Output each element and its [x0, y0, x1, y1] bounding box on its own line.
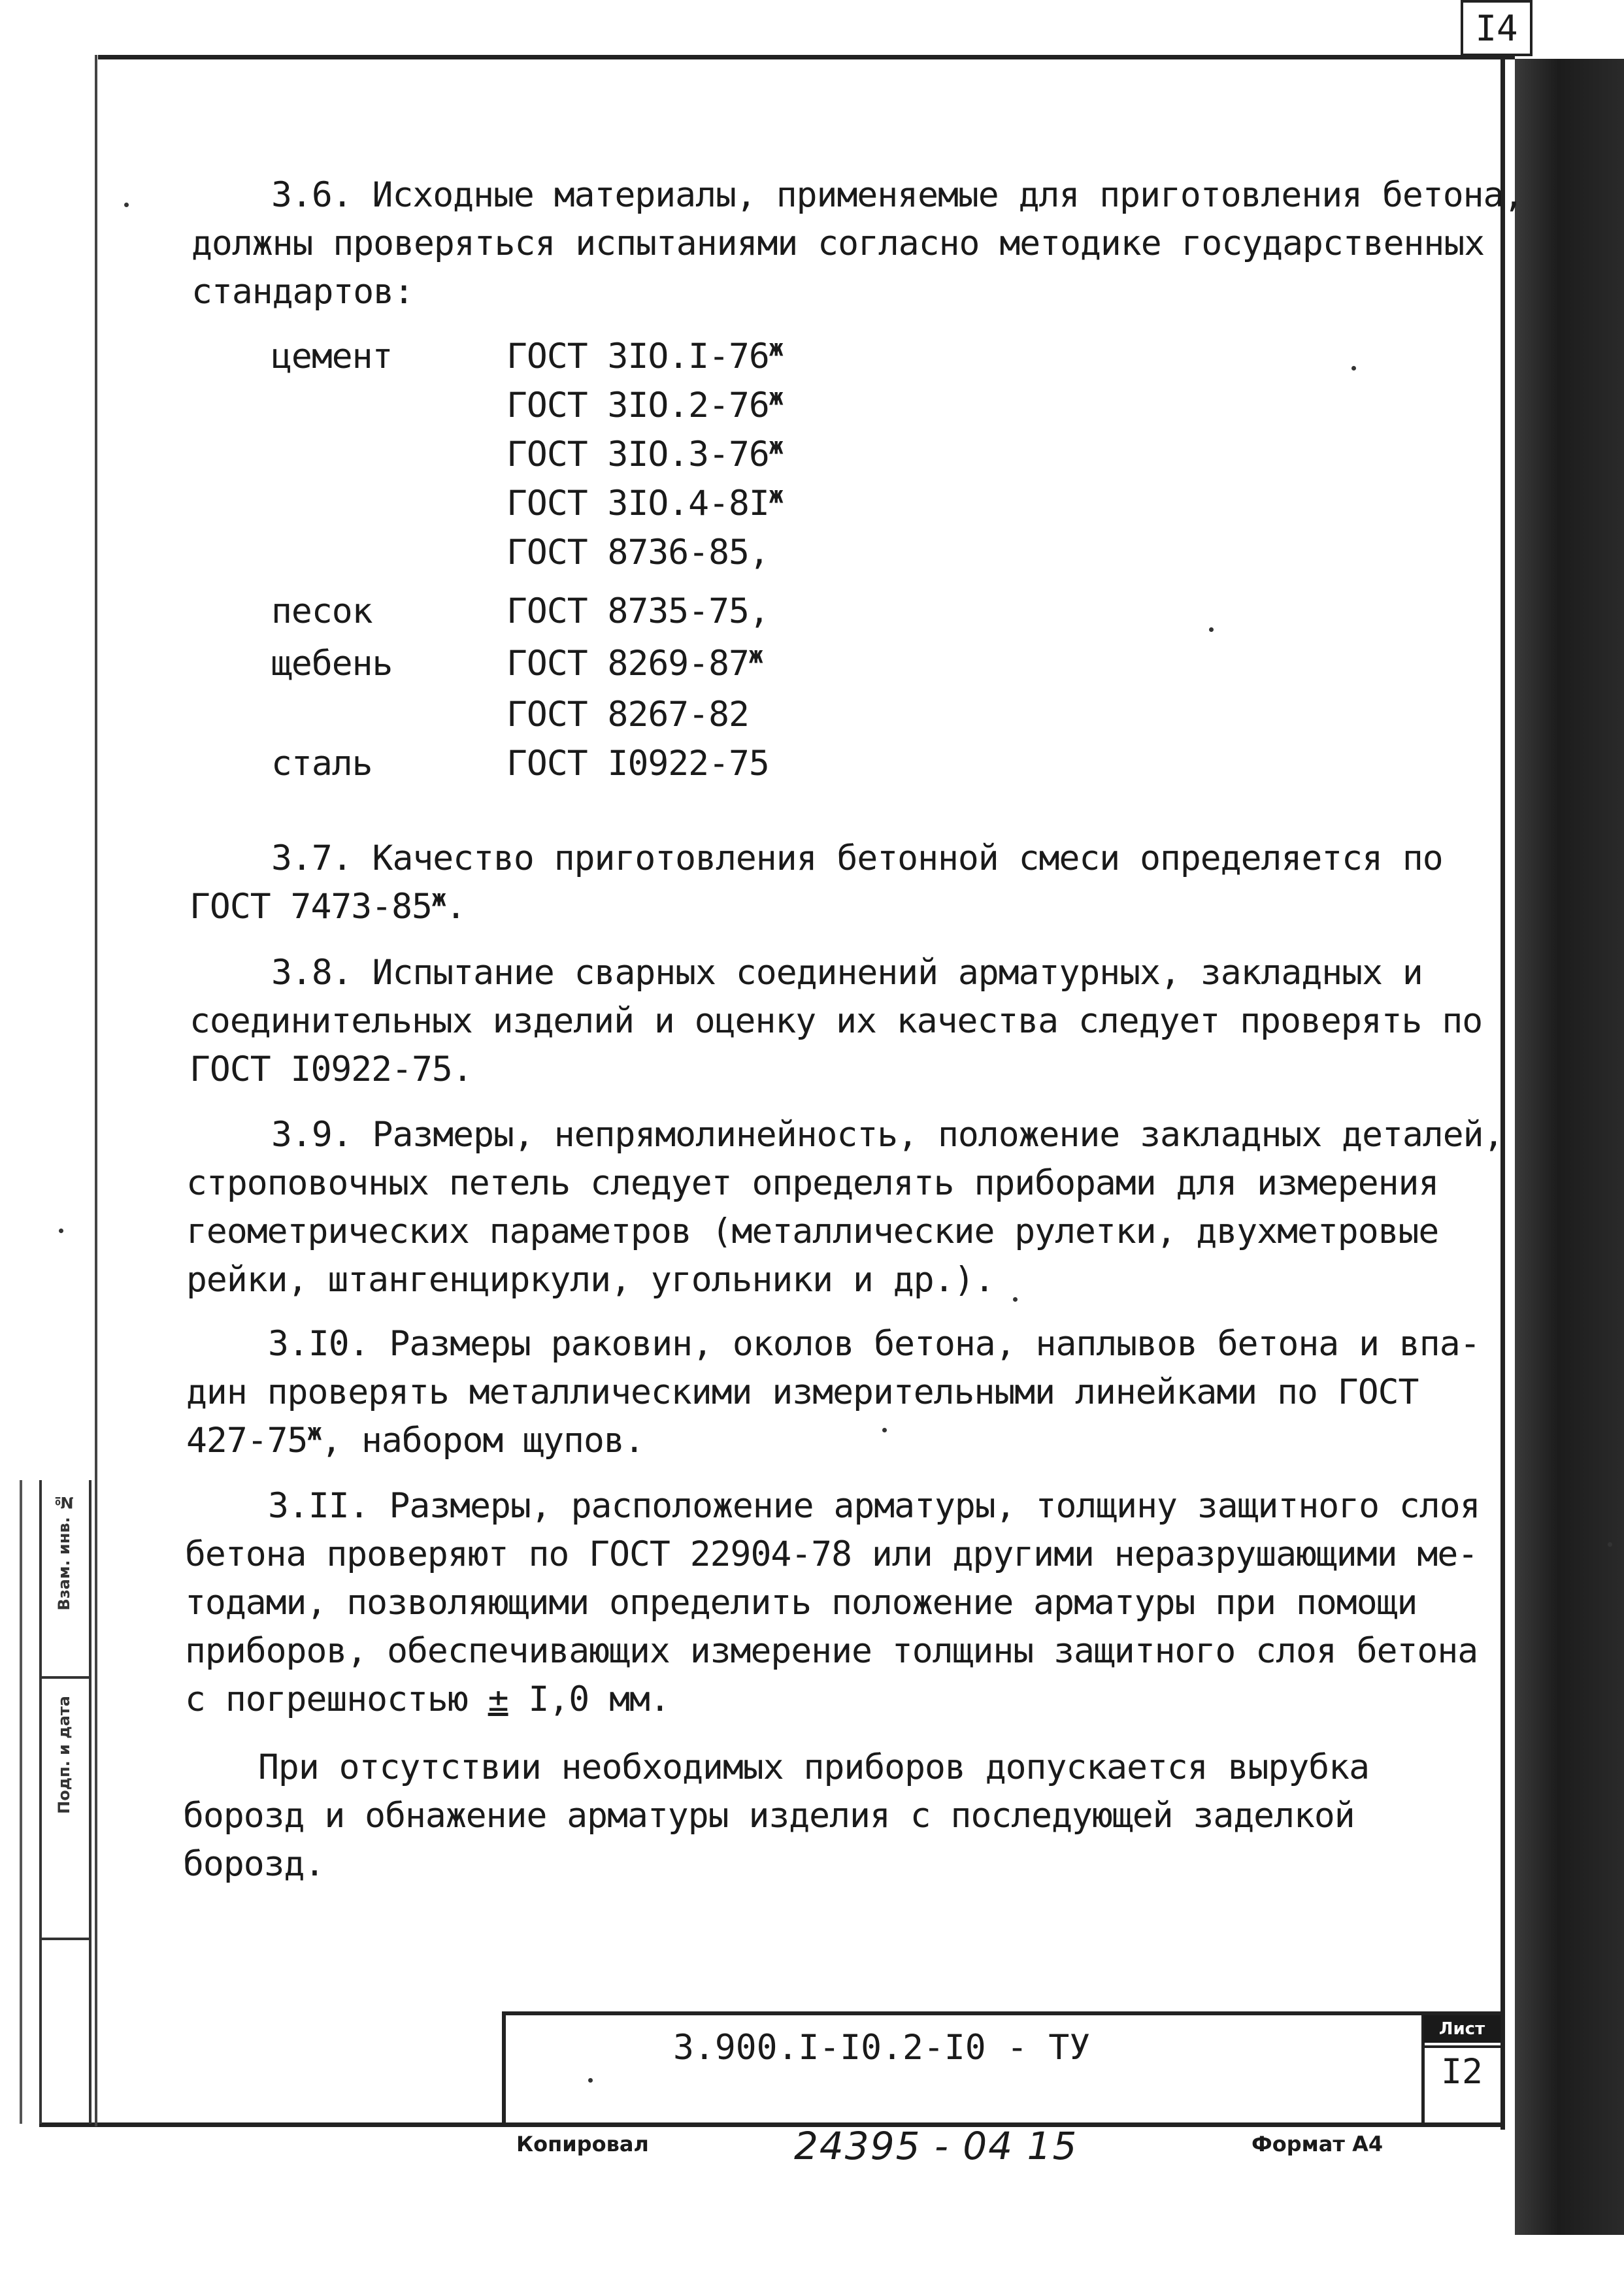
- s39-line-2: строповочных петель следует определять приборами для измерения: [186, 1163, 1439, 1203]
- page-number: I4: [1461, 0, 1533, 56]
- material-standard: ГОСТ $8269-87^ж$: [506, 642, 763, 684]
- s310-line-1: 3.I0. Размеры раковин, околов бетона, наплывов бетона и впа-: [268, 1324, 1480, 1364]
- s311-line-4: приборов, обеспечивающих измерение толщины защитного слоя бетона: [185, 1631, 1478, 1671]
- s310-line-2: дин проверять металлическими измерительными линейками по ГОСТ: [186, 1372, 1419, 1412]
- sheet-divider: [1421, 2045, 1505, 2048]
- material-standard: ГОСТ 8267-82: [506, 695, 749, 735]
- side-label-replacement: Взам. инв. №: [55, 1493, 73, 1611]
- s39-line-4: рейки, штангенциркули, угольники и др.).: [186, 1260, 995, 1300]
- s38-line-3: ГОСТ I0922-75.: [190, 1049, 472, 1089]
- binding-strip: [39, 1480, 91, 2124]
- scan-speck: [124, 203, 129, 207]
- binding-line: [20, 1480, 22, 2124]
- side-label-signature: Подп. и дата: [55, 1696, 73, 1814]
- s38-line-2: соединительных изделий и оценку их качества следует проверять по: [190, 1001, 1483, 1041]
- footer-format: Формат А4: [1251, 2132, 1384, 2156]
- s39-line-1: 3.9. Размеры, непрямолинейность, положение закладных деталей,: [271, 1115, 1504, 1155]
- s311-line-1: 3.II. Размеры, расположение арматуры, толщину защитного слоя: [268, 1486, 1480, 1526]
- material-name: цемент: [271, 337, 393, 376]
- scan-speck: [1209, 627, 1214, 632]
- s36-line-3: стандартов:: [191, 272, 414, 312]
- document-code: 3.900.I-I0.2-I0 - ТУ: [673, 2028, 1091, 2068]
- s36-line-2: должны проверяться испытаниями согласно методике государственных: [191, 223, 1485, 263]
- material-standard: ГОСТ 8736-85,: [506, 533, 769, 572]
- material-standard: ГОСТ $3IO.3-76^ж$: [506, 433, 783, 474]
- material-name: песок: [271, 591, 373, 631]
- sheet-label: Лист: [1423, 2015, 1500, 2043]
- s311-line-2: бетона проверяют по ГОСТ 22904-78 или другими неразрушающими ме-: [185, 1534, 1478, 1574]
- scan-dark-edge: [1515, 59, 1624, 2235]
- material-standard: ГОСТ $3IO.I-76^ж$: [506, 335, 783, 376]
- note-line-3: борозд.: [183, 1844, 325, 1884]
- sheet-number: I2: [1441, 2052, 1483, 2092]
- note-line-1: При отсутствии необходимых приборов допускается вырубка: [258, 1747, 1369, 1787]
- note-line-2: борозд и обнажение арматуры изделия с последующей заделкой: [183, 1796, 1355, 1836]
- material-standard: ГОСТ 8735-75,: [506, 591, 769, 631]
- material-name: сталь: [271, 744, 373, 784]
- s39-line-3: геометрических параметров (металлические рулетки, двухметровые: [186, 1212, 1439, 1251]
- s37-line-1: 3.7. Качество приготовления бетонной смеси определяется по: [271, 838, 1443, 878]
- material-standard: ГОСТ $3IO.2-76^ж$: [506, 384, 783, 425]
- frame-border-top: [98, 55, 1515, 59]
- s36-line-1: 3.6. Исходные материалы, применяемые для приготовления бетона,: [271, 175, 1524, 215]
- scan-speck: [1351, 366, 1356, 371]
- scan-speck: [882, 1428, 887, 1432]
- material-standard: ГОСТ I0922-75: [506, 744, 769, 784]
- binding-separator: [42, 1938, 89, 1940]
- s37-line-2: ГОСТ $7473-85^ж$.: [190, 885, 466, 927]
- s38-line-1: 3.8. Испытание сварных соединений арматурных, закладных и: [271, 953, 1423, 993]
- frame-border-left: [95, 55, 97, 2126]
- material-standard: ГОСТ $3IO.4-8I^ж$: [506, 482, 783, 523]
- scan-speck: [1608, 1542, 1612, 1547]
- footer-number: 24395 - 04 15: [794, 2124, 1078, 2168]
- s311-line-5: с погрешностью ± I,0 мм.: [185, 1679, 670, 1719]
- binding-separator: [42, 1676, 89, 1679]
- frame-border-right: [1500, 55, 1505, 2130]
- footer-copied: Копировал: [516, 2132, 649, 2156]
- scan-speck: [59, 1229, 63, 1233]
- s310-line-3: $427-75^ж$, набором щупов.: [186, 1419, 644, 1461]
- scan-speck: [588, 2078, 593, 2083]
- material-name: щебень: [271, 644, 393, 684]
- s311-line-3: тодами, позволяющими определить положение арматуры при помощи: [185, 1583, 1417, 1623]
- scan-speck: [1013, 1297, 1018, 1302]
